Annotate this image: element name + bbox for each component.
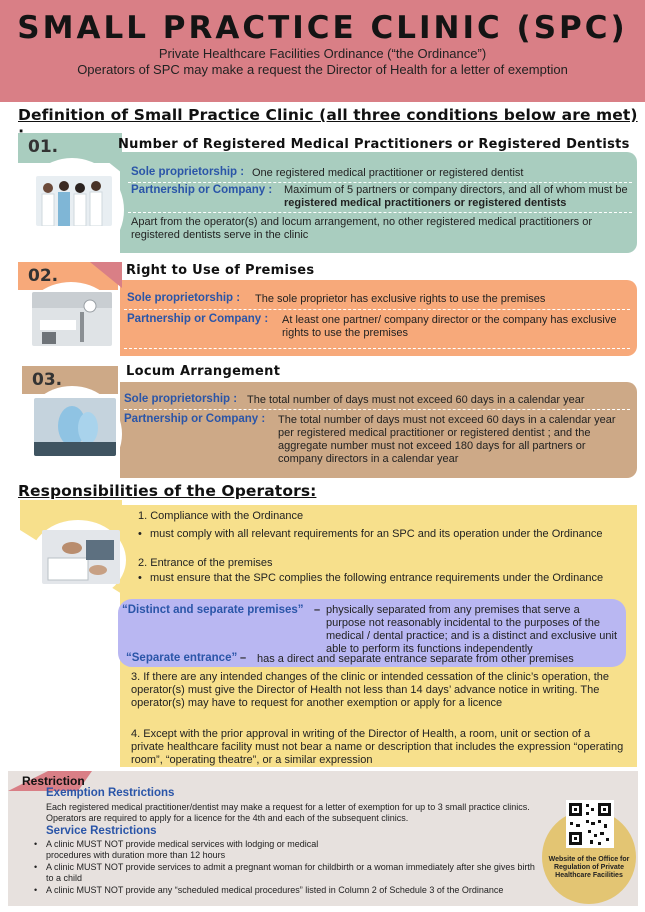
service-restriction-2: A clinic MUST NOT provide services to admit a pregnant woman for childbirth or a woman immediately after she gives birth to a child: [46, 862, 535, 883]
card-02-number: 02.: [18, 262, 118, 290]
card-01-number: 01.: [18, 133, 118, 163]
definition-heading: Definition of Small Practice Clinic (all three conditions below are met): [18, 106, 638, 124]
page-title: SMALL PRACTICE CLINIC (SPC): [17, 10, 628, 46]
exemption-restrictions-heading: Exemption Restrictions: [46, 787, 175, 799]
card-02-row1-text: The sole proprietor has exclusive rights to use the premises: [255, 293, 546, 305]
service-bullet-1-dot: •: [34, 839, 38, 849]
card-01-row2-label: Partnership or Company :: [131, 184, 273, 196]
responsibility-1: 1. Compliance with the Ordinance: [138, 510, 304, 522]
doctors-photo-icon: [36, 176, 112, 226]
card-03-row1-text: The total number of days must not exceed 60 days in a calendar year: [247, 394, 585, 406]
responsibility-3: 3. If there are any intended changes of the clinic or intended cessation of the clinic’s operation, the operator(s) must give the Director of Health not less than 14 days’ advance notice in writing. The operator(s) may have to request for another exemption or apply for a licence: [131, 671, 609, 709]
card-02-divider-2: [124, 348, 630, 349]
header-subtitle-1: Private Healthcare Facilities Ordinance (“the Ordinance”): [158, 46, 487, 61]
responsibility-2-bullet-dot: •: [138, 572, 142, 584]
distinct-premises-text: physically separated from any premises that serve a purpose not reasonably incidental to the purposes of the medical / dental practice; and is a distinct and exclusive unit able to perform its functions independently: [326, 604, 618, 655]
header-subtitle-2: Operators of SPC may make a request the Director of Health for a letter of exemption: [77, 62, 568, 77]
responsibility-4: 4. Except with the prior approval in writing of the Director of Health, a room, unit or section of a private healthcare facility must not bear a name or description that includes the expression “operating room”, “operating theatre”, or a similar expression: [131, 728, 624, 766]
separate-entrance-label: “Separate entrance”: [126, 652, 238, 664]
header-banner: [0, 0, 645, 102]
card-02-row2-label: Partnership or Company :: [127, 313, 269, 325]
card-03-row2-label: Partnership or Company :: [124, 413, 266, 425]
exemption-restrictions-text: Each registered medical practitioner/dentist may make a request for a letter of exemption for up to 3 small practice clinics. Operators are required to apply for a licence for the 4th and each of the subsequent clinics.: [46, 802, 530, 823]
service-bullet-3-dot: •: [34, 885, 38, 895]
card-03-row2-text: The total number of days must not exceed 60 days in a calendar year per registered medical practitioner or registered dentist ; and the aggregate number must not exceed 180 days for all partners or company directors in a calendar year: [278, 414, 616, 465]
card-02-triangle: [90, 262, 122, 288]
card-03-title: Locum Arrangement: [126, 364, 281, 379]
service-restrictions-heading: Service Restrictions: [46, 825, 157, 837]
card-02-row2-text: At least one partner/ company director or the company has exclusive rights to use the premises: [282, 314, 617, 339]
card-01-row2-plain: Maximum of 5 partners or company directors, and all of whom must be: [284, 184, 628, 196]
card-01-row1-text: One registered medical practitioner or registered dentist: [252, 167, 524, 179]
card-01-row2-text: [284, 184, 634, 210]
responsibilities-heading: Responsibilities of the Operators:: [18, 482, 317, 500]
card-03-divider: [124, 409, 630, 410]
card-01-row1-label: Sole proprietorship :: [131, 166, 245, 178]
meeting-photo-icon: [42, 530, 120, 584]
clinic-room-photo-icon: [32, 292, 112, 346]
responsibility-2-bullet: must ensure that the SPC complies the following entrance requirements under the Ordinance: [150, 572, 604, 584]
responsibility-2: 2. Entrance of the premises: [138, 557, 273, 569]
responsibility-1-bullet: must comply with all relevant requirements for an SPC and its operation under the Ordinance: [150, 528, 603, 540]
distinct-premises-dash: –: [314, 604, 321, 616]
card-02-title: Right to Use of Premises: [126, 263, 315, 278]
restriction-heading: Restriction: [22, 774, 85, 788]
card-03-number: 03.: [22, 366, 118, 394]
card-01-row2-bold: registered medical practitioners or registered dentists: [284, 197, 567, 209]
distinct-premises-label: “Distinct and separate premises”: [122, 604, 304, 616]
card-02-divider: [124, 309, 630, 310]
gloved-hands-photo-icon: [34, 398, 116, 456]
service-restriction-1: A clinic MUST NOT provide medical services with lodging or medical procedures with duration more than 12 hours: [46, 839, 319, 860]
card-03-row1-label: Sole proprietorship :: [124, 393, 238, 405]
card-01-divider-2: [128, 212, 632, 213]
card-02-row1-label: Sole proprietorship :: [127, 292, 241, 304]
qr-caption: Website of the Office for Regulation of Private Healthcare Facilities: [548, 856, 630, 879]
service-restriction-3: A clinic MUST NOT provide any “scheduled medical procedures” listed in Column 2 of Schedule 3 of the Ordinance: [46, 885, 504, 895]
service-bullet-2-dot: •: [34, 862, 38, 872]
separate-entrance-text: has a direct and separate entrance separate from other premises: [257, 653, 574, 665]
card-01-divider: [128, 182, 632, 183]
qr-code-icon[interactable]: [566, 800, 614, 848]
separate-entrance-dash: –: [240, 652, 247, 664]
card-01-note: Apart from the operator(s) and locum arrangement, no other registered medical practitioners or registered dentists serve in the clinic: [131, 216, 592, 241]
responsibility-1-bullet-dot: •: [138, 528, 142, 540]
card-01-title: Number of Registered Medical Practitioners or Registered Dentists: [118, 137, 630, 152]
